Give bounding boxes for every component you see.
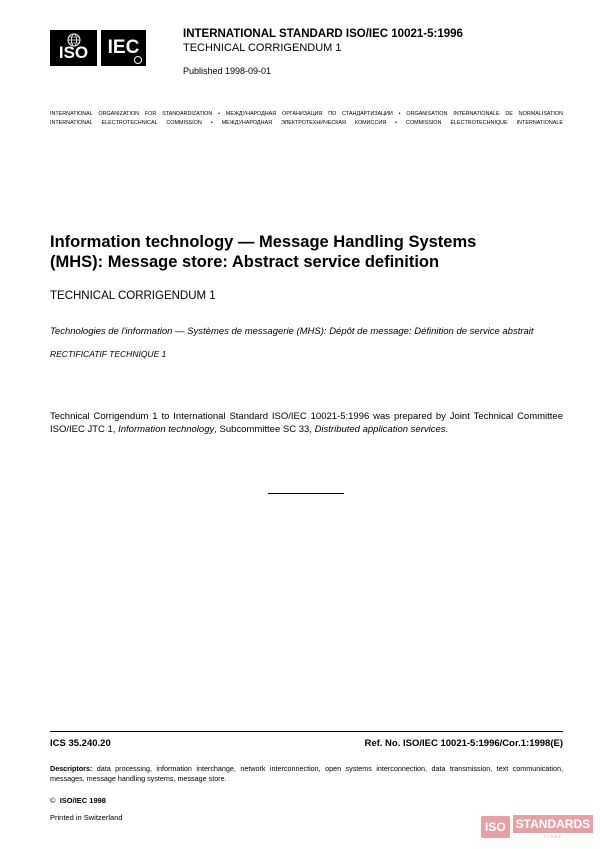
globe-icon bbox=[67, 33, 81, 47]
title-line-1: Information technology — Message Handling Systems bbox=[50, 233, 477, 251]
title-line-2: (MHS): Message store: Abstract service definition bbox=[50, 253, 440, 271]
iso-iec-logo bbox=[50, 30, 146, 66]
french-rectificatif: RECTIFICATIF TECHNIQUE 1 bbox=[50, 349, 167, 359]
prep-text-2: , Subcommittee SC 33, bbox=[214, 424, 315, 435]
footer-divider bbox=[50, 731, 563, 732]
iec-logo-block bbox=[99, 30, 146, 66]
iso-logo-block bbox=[50, 30, 97, 66]
document-title bbox=[50, 232, 550, 272]
preparation-statement bbox=[50, 410, 563, 436]
prep-italic-subcommittee: Distributed application services bbox=[314, 424, 446, 435]
reference-number: Ref. No. ISO/IEC 10021-5:1996/Cor.1:1998(E) bbox=[364, 738, 563, 749]
french-title: Technologies de l'information — Systèmes de messagerie (MHS): Dépôt de message: Définition de service abstrait bbox=[50, 326, 534, 337]
ics-code: ICS 35.240.20 bbox=[50, 738, 111, 749]
descriptors-text: data processing, information interchange, network interconnection, open systems interconnection, data transmission, text communication, messages, message handling systems, message store. bbox=[50, 764, 563, 783]
iec-logo-text: IEC bbox=[107, 37, 140, 58]
store-text-block bbox=[513, 815, 593, 839]
iso-logo-text: ISO bbox=[58, 43, 89, 62]
store-iso-badge: ISO bbox=[481, 816, 510, 838]
store-sub: STORE bbox=[543, 833, 563, 839]
center-divider bbox=[268, 493, 344, 494]
organization-line-iec: INTERNATIONAL ELECTROTECHNICAL COMMISSION • МЕЖДУНАРОДНАЯ ЭЛЕКТРОТЕХНИЧЕСКАЯ КОМИССИЯ • COMMISSION ÉLECTROTECHNIQUE INTERNATIONALE bbox=[50, 120, 563, 126]
copyright-text: ISO/IEC 1998 bbox=[59, 796, 106, 805]
store-word: STANDARDS bbox=[513, 815, 593, 833]
prep-italic-committee: Information technology bbox=[118, 424, 215, 435]
prep-text-1: Technical Corrigendum 1 to International Standard ISO/IEC 10021-5:1996 was prepared by Joint Technical Committee ISO/IEC JTC 1, bbox=[50, 411, 563, 435]
standard-number: INTERNATIONAL STANDARD ISO/IEC 10021-5:1996 bbox=[183, 28, 463, 40]
copyright bbox=[50, 796, 106, 805]
descriptors bbox=[50, 764, 563, 784]
copyright-symbol: © bbox=[50, 796, 56, 805]
subtitle-corrigendum: TECHNICAL CORRIGENDUM 1 bbox=[50, 290, 216, 302]
published-date: Published 1998-09-01 bbox=[183, 66, 272, 76]
iec-mark-icon bbox=[134, 56, 142, 64]
standards-store-watermark bbox=[481, 811, 593, 842]
printed-in: Printed in Switzerland bbox=[50, 813, 123, 822]
header-corrigendum: TECHNICAL CORRIGENDUM 1 bbox=[183, 42, 342, 54]
prep-text-3: . bbox=[445, 424, 449, 435]
descriptors-label: Descriptors: bbox=[50, 764, 93, 773]
organization-line-iso: INTERNATIONAL ORGANIZATION FOR STANDARDIZATION • МЕЖДУНАРОДНАЯ ОРГАНИЗАЦИЯ ПО СТАНДАРТИЗАЦИИ • ORGANISATION INTERNATIONALE DE NORMALISATION bbox=[50, 111, 563, 117]
